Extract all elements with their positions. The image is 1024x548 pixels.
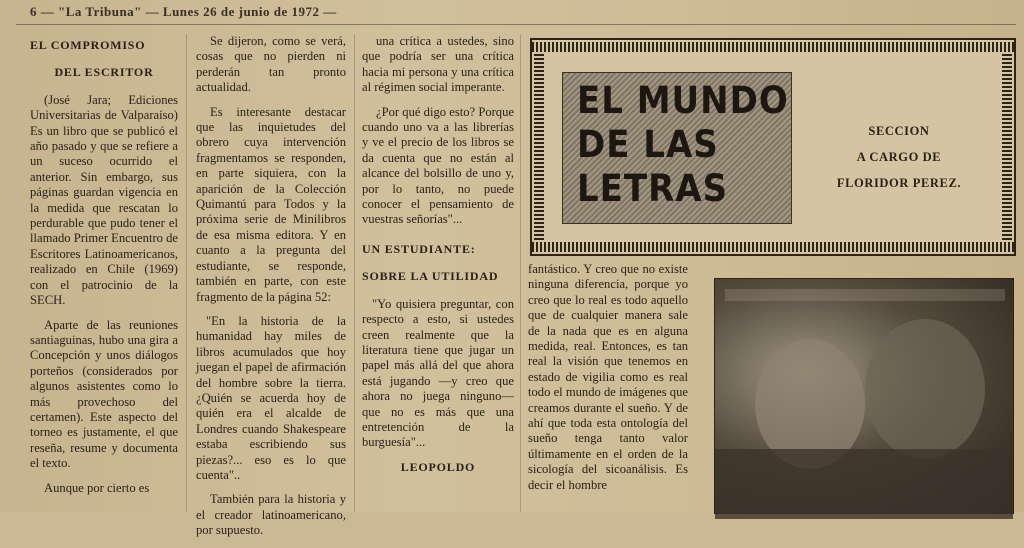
- column-divider: [520, 34, 521, 512]
- paragraph: Es interesante destacar que las inquietudes del obrero cuya intervención fragmentamos se responden, en parte siquiera, con la aparición de la Colección Quimantú para Todos y la próxima serie de Minilibros de esa misma editora. Y en cuanto a la pregunta del estudiante, se responde, también en parte, con este fragmento de la página 52:: [196, 104, 346, 304]
- column-3: [362, 34, 514, 487]
- section-subheading: DEL ESCRITOR: [54, 65, 154, 80]
- paragraph: Aparte de las reuniones santiaguinas, hubo una gira a Concepción y unos diálogos porteños (considerados por algunos asistentes como lo más provechoso del certamen). Este aspecto del torneo es justamente, el que reseña, resume y documenta el texto.: [30, 317, 178, 471]
- photo-foreground: [715, 449, 1013, 519]
- column-4: [528, 262, 688, 502]
- credit-line: SECCION: [868, 124, 930, 138]
- page-header: 6 — "La Tribuna" — Lunes 26 de junio de 1972 —: [30, 4, 337, 19]
- banner-border: [534, 54, 544, 240]
- section-heading: UN ESTUDIANTE:: [362, 241, 476, 256]
- section-subheading: SOBRE LA UTILIDAD: [362, 269, 499, 284]
- column-divider: [354, 34, 355, 512]
- header-divider: [16, 24, 1016, 25]
- logo-text-line: DE LAS: [577, 123, 719, 167]
- section-credit: [814, 118, 984, 196]
- column-1: [30, 34, 178, 505]
- credit-line: A CARGO DE: [856, 150, 942, 164]
- logo-text-line: EL MUNDO: [577, 79, 789, 123]
- paragraph: una crítica a ustedes, sino que podría ser una crítica hacia mi persona y una crítica al régimen social imperante.: [362, 34, 514, 95]
- photo-highlight: [725, 289, 1005, 301]
- banner-border: [1002, 54, 1012, 240]
- section-heading: EL COMPROMISO: [30, 38, 146, 52]
- paragraph: ¿Por qué digo esto? Porque cuando uno va a las librerías y ve el precio de los libros se da cuenta que no están al alcance del bolsillo de uno y, por lo tanto, no puede conocer el pensamiento de vuestras señorías"...: [362, 104, 514, 227]
- paragraph: fantástico. Y creo que no existe ninguna diferencia, porque yo creo que lo real es todo aquello que de cualquier manera sale de la nada que es en alguna medida, real. Entonces, es tan real la visión que tenemos en estado de vigilia como es real todo el mundo de imágenes que creamos durante el sueño. Y de ahí que toda esta ontología del sueño tenga tanto valor últimamente en el orden de la sicología del sicoanálisis. Es decir el hombre: [528, 262, 688, 492]
- photo-figure: [865, 319, 985, 459]
- photo-icon: [714, 278, 1014, 514]
- credit-line: FLORIDOR PEREZ.: [836, 176, 962, 190]
- author-heading: LEOPOLDO: [400, 459, 476, 474]
- quote-paragraph: "En la historia de la humanidad hay miles de libros acumulados que hoy juegan el papel de afirmación del hombre sobre la tierra. ¿Quién se acuerda hoy de quién era el alcalde de Londres cuando Shakespeare estaba escribiendo sus piezas?... eso es lo que cuenta"..: [196, 313, 346, 482]
- paragraph: (José Jara; Ediciones Universitarias de Valparaíso) Es un libro que se publicó el año pasado y que se refiere a un suceso ocurrido el anterior. Sin embargo, sus páginas guardan vigencia en la medida que rescatan lo perdurable que pudo tener el llamado Primer Encuentro de Escritores Latinoamericanos, realizado en Chile (1969) con el patrocinio de la SECH.: [30, 92, 178, 308]
- paragraph: También para la historia y el creador latinoamericano, por supuesto.: [196, 492, 346, 538]
- quote-paragraph: "Yo quisiera preguntar, con respecto a esto, si ustedes creen realmente que la literatura tiene que jugar un papel más allá del que ahora está jugando —y creo que ahora no juega ninguno— que no es más que una entretención de la burguesía"...: [362, 296, 514, 450]
- section-banner: [530, 38, 1016, 256]
- paragraph: Se dijeron, como se verá, cosas que no pierden ni perderán tan pronto actualidad.: [196, 34, 346, 95]
- banner-border: [532, 242, 1014, 252]
- column-divider: [186, 34, 187, 512]
- paragraph: Aunque por cierto es: [44, 480, 150, 495]
- column-2: [196, 34, 346, 548]
- section-logo: [562, 72, 792, 224]
- logo-text-line: LETRAS: [577, 167, 729, 211]
- banner-border: [532, 42, 1014, 52]
